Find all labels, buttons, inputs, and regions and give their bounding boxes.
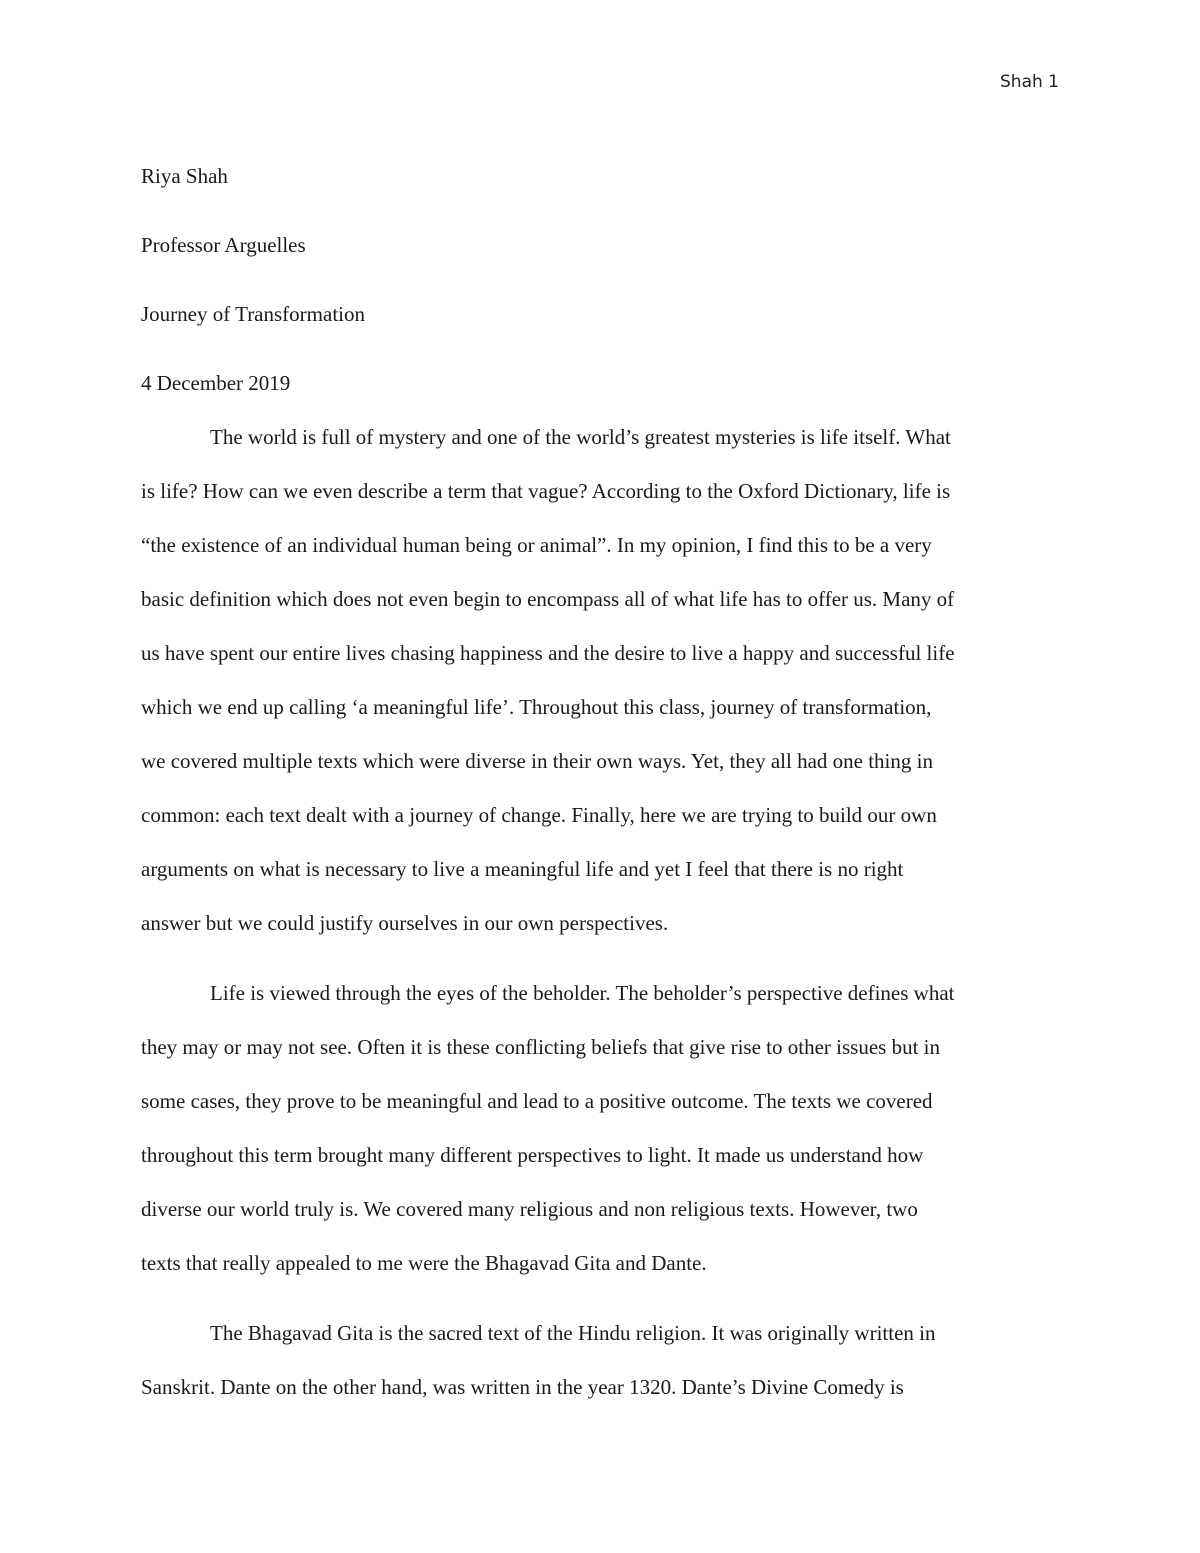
- text-line: The world is full of mystery and one of the world’s greatest mysteries is life itself. What: [210, 425, 951, 449]
- running-header: Shah 1: [1000, 72, 1059, 92]
- paragraph-1: [141, 410, 1059, 950]
- essay-date: 4 December 2019: [141, 371, 291, 395]
- course-title: Journey of Transformation: [141, 302, 365, 326]
- essay-body: [141, 410, 1059, 1430]
- text-line: The Bhagavad Gita is the sacred text of the Hindu religion. It was originally written in: [210, 1321, 936, 1345]
- text-line: “the existence of an individual human being or animal”. In my opinion, I find this to be a very: [141, 533, 932, 557]
- text-line: diverse our world truly is. We covered many religious and non religious texts. However, two: [141, 1197, 918, 1221]
- text-line: is life? How can we even describe a term that vague? According to the Oxford Dictionary, life is: [141, 479, 951, 503]
- author-name: Riya Shah: [141, 164, 228, 188]
- text-line: which we end up calling ‘a meaningful life’. Throughout this class, journey of transformation,: [141, 695, 932, 719]
- mla-heading: [141, 142, 1059, 418]
- text-line: they may or may not see. Often it is these conflicting beliefs that give rise to other issues but in: [141, 1035, 940, 1059]
- text-line: we covered multiple texts which were diverse in their own ways. Yet, they all had one thing in: [141, 749, 933, 773]
- paragraph-2: [141, 966, 1059, 1290]
- text-line: common: each text dealt with a journey of change. Finally, here we are trying to build our own: [141, 803, 937, 827]
- text-line: us have spent our entire lives chasing happiness and the desire to live a happy and successful life: [141, 641, 955, 665]
- text-line: arguments on what is necessary to live a meaningful life and yet I feel that there is no right: [141, 857, 904, 881]
- text-line: Sanskrit. Dante on the other hand, was written in the year 1320. Dante’s Divine Comedy is: [141, 1375, 904, 1399]
- text-line: throughout this term brought many different perspectives to light. It made us understand how: [141, 1143, 924, 1167]
- text-line: texts that really appealed to me were the Bhagavad Gita and Dante.: [141, 1251, 707, 1275]
- text-line: basic definition which does not even begin to encompass all of what life has to offer us. Many of: [141, 587, 955, 611]
- text-line: some cases, they prove to be meaningful and lead to a positive outcome. The texts we covered: [141, 1089, 933, 1113]
- text-line: answer but we could justify ourselves in our own perspectives.: [141, 911, 669, 935]
- text-line: Life is viewed through the eyes of the beholder. The beholder’s perspective defines what: [210, 981, 955, 1005]
- paragraph-3: [141, 1306, 1059, 1414]
- instructor-name: Professor Arguelles: [141, 233, 306, 257]
